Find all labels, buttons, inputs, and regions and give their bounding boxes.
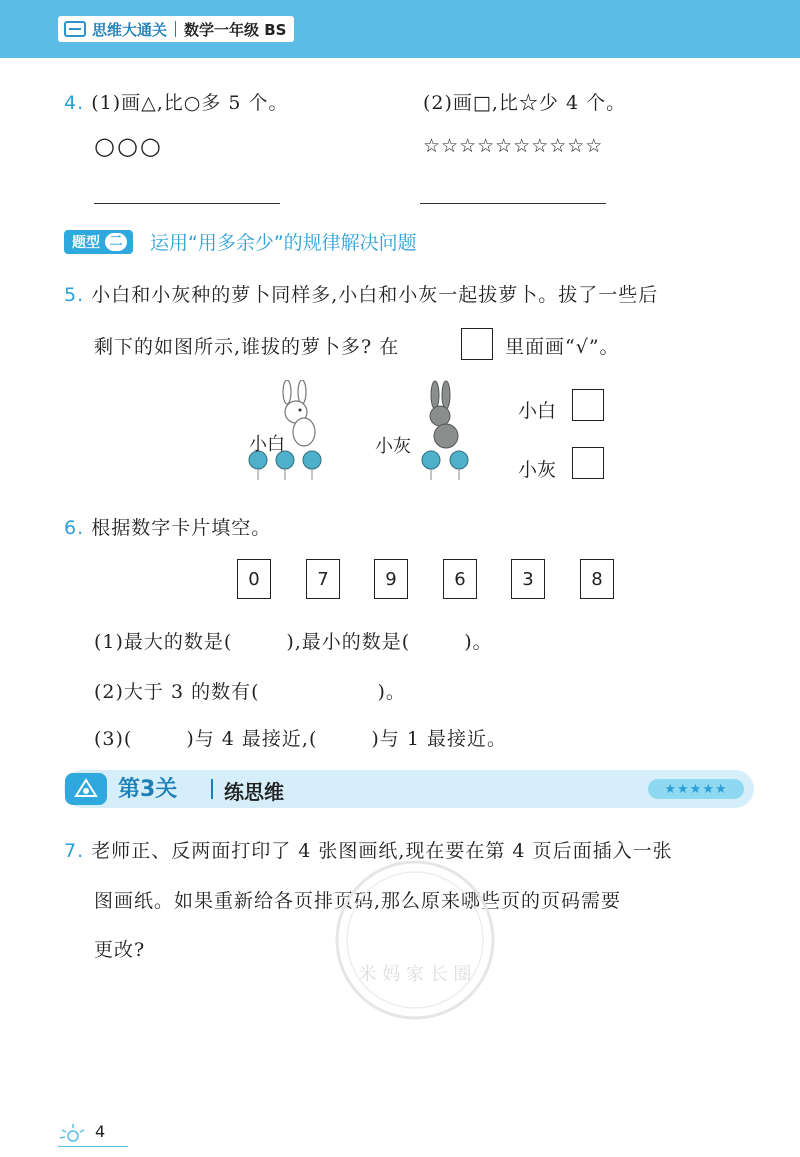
option-xiaohui-checkbox[interactable] — [572, 447, 604, 479]
section-tag-label: 题型 — [72, 235, 100, 251]
q4-answer-line-1[interactable] — [94, 203, 280, 204]
banner-divider — [211, 779, 213, 799]
q5-example-box — [461, 328, 493, 360]
section-number: 二 — [105, 233, 127, 251]
option-xiaobai-checkbox[interactable] — [572, 389, 604, 421]
q6-p3-a: (3)( — [94, 728, 133, 750]
q6-p3-b: )与 4 最接近,( — [186, 728, 318, 750]
q6-p1-a: (1)最大的数是( — [94, 631, 233, 653]
level-title: 第3关 — [118, 777, 178, 802]
q7-number: 7. — [64, 840, 85, 862]
option-xiaobai-label: 小白 — [518, 400, 557, 422]
page-number: 4 — [95, 1122, 106, 1141]
q6-title-text: 根据数字卡片填空。 — [91, 517, 272, 539]
sun-icon — [58, 1122, 88, 1144]
q6-p2-b: )。 — [377, 681, 406, 703]
q4-part2-text: (2)画□,比☆少 4 个。 — [423, 92, 627, 114]
q6-number: 6. — [64, 517, 85, 539]
q7-line2: 图画纸。如果重新给各页排页码,那么原来哪些页的页码需要 — [94, 890, 622, 912]
header-title: 思维大通关 — [92, 20, 168, 39]
number-card: 7 — [306, 559, 340, 599]
q5-line1-text: 小白和小灰种的萝卜同样多,小白和小灰一起拔萝卜。拔了一些后 — [91, 284, 659, 306]
white-rabbit-icon — [283, 380, 315, 446]
book-icon — [64, 21, 86, 37]
rocket-icon — [64, 772, 108, 806]
q4-circles: ○○○ — [94, 132, 163, 160]
number-card: 8 — [580, 559, 614, 599]
q4-number: 4. — [64, 92, 85, 114]
level-subtitle: 练思维 — [224, 780, 284, 804]
q7-line3: 更改? — [94, 939, 146, 961]
header-subtitle: 数学一年级 BS — [184, 20, 287, 39]
q5-line2b: 里面画“√”。 — [505, 336, 620, 358]
q6-title — [64, 513, 271, 540]
watermark-text: 米 妈 家 长 圈 — [358, 964, 472, 985]
header-pill — [58, 16, 294, 42]
q5-number: 5. — [64, 284, 85, 306]
q5-line2a: 剩下的如图所示,谁拔的萝卜多? 在 — [94, 336, 400, 358]
q6-p3 — [94, 724, 507, 751]
option-xiaohui-label: 小灰 — [518, 459, 557, 481]
q6-p2-a: (2)大于 3 的数有( — [94, 681, 260, 703]
q4-part1 — [64, 88, 289, 115]
number-card: 0 — [237, 559, 271, 599]
q7-line1-text: 老师正、反两面打印了 4 张图画纸,现在要在第 4 页后面插入一张 — [91, 840, 673, 862]
gray-rabbit-illustration — [410, 380, 490, 490]
q6-p1-c: )。 — [464, 631, 493, 653]
q5-line1 — [64, 280, 658, 307]
carrot-tops-gray — [422, 451, 468, 480]
gray-rabbit-icon — [430, 381, 458, 448]
q4-stars: ☆☆☆☆☆☆☆☆☆☆ — [423, 135, 604, 157]
q6-p1-b: ),最小的数是( — [286, 631, 411, 653]
watermark-stamp — [330, 855, 500, 1025]
section-title: 运用“用多余少”的规律解决问题 — [150, 232, 417, 254]
number-card: 9 — [374, 559, 408, 599]
q4-answer-line-2[interactable] — [420, 203, 606, 204]
label-xiaohui: 小灰 — [375, 436, 411, 457]
number-card: 6 — [443, 559, 477, 599]
q6-p1 — [94, 627, 493, 654]
q4-part1-text: (1)画△,比○多 5 个。 — [91, 92, 289, 114]
q6-p2 — [94, 677, 406, 704]
number-card: 3 — [511, 559, 545, 599]
q6-p3-c: )与 1 最接近。 — [371, 728, 507, 750]
header-divider — [175, 21, 176, 37]
label-xiaobai: 小白 — [249, 434, 285, 455]
section-tag — [64, 230, 133, 254]
difficulty-stars: ★★★★★ — [648, 779, 744, 799]
footer-line — [58, 1146, 128, 1147]
